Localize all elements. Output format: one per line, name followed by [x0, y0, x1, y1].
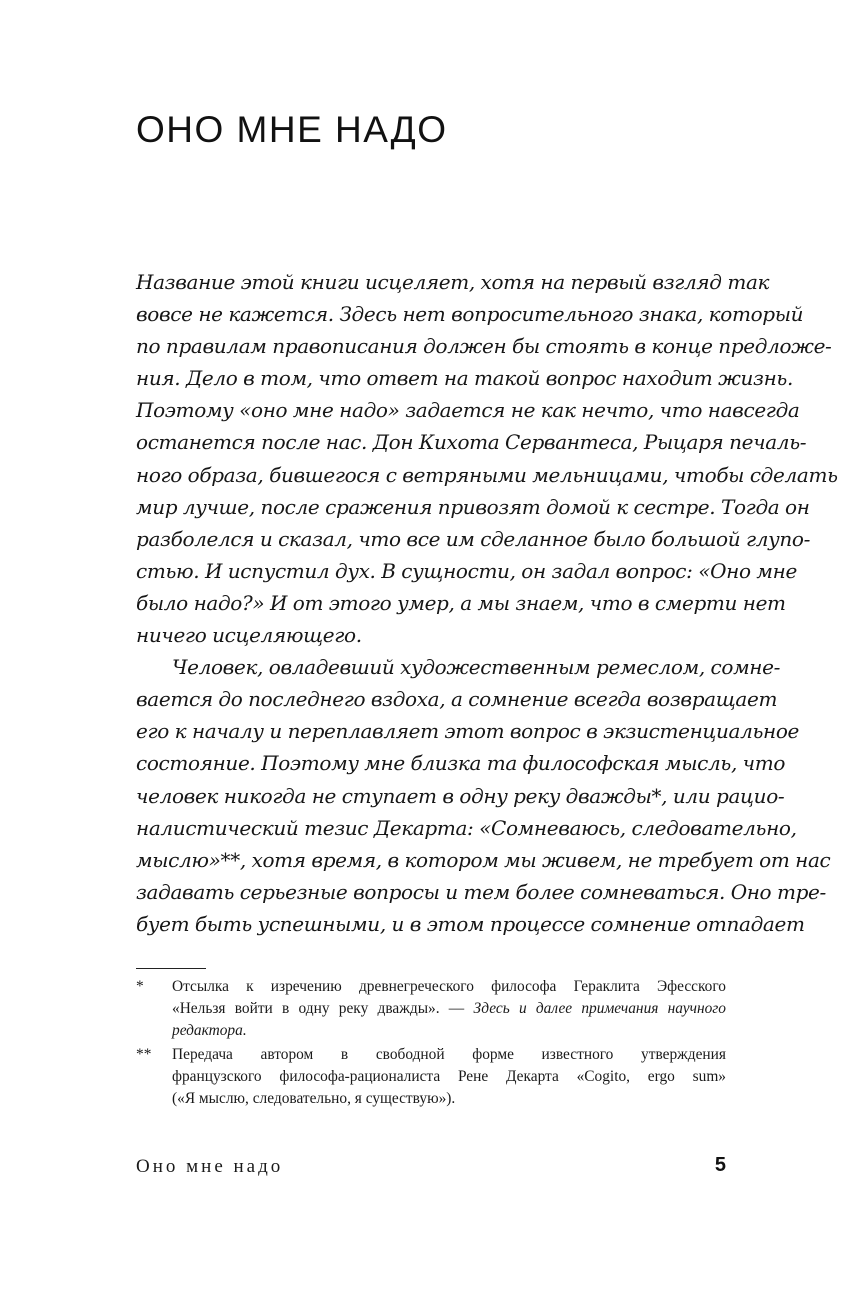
footnote-marker: *	[136, 978, 144, 995]
text-line: ничего исцеляющего.	[136, 623, 362, 648]
text-line: вовсе не кажется. Здесь нет вопросительного знака, который	[136, 302, 804, 327]
running-head: Оно мне надо	[136, 1156, 284, 1177]
editor-note: Здесь и далее примечания научного	[473, 1000, 726, 1017]
footnote-text: «Нельзя войти в одну реку дважды». —	[172, 1000, 465, 1017]
text-line: ния. Дело в том, что ответ на такой вопрос находит жизнь.	[136, 366, 793, 391]
text-line: мыслю»**, хотя время, в котором мы живем, не требует от нас	[136, 847, 831, 872]
text-line: ного образа, бившегося с ветряными мельницами, чтобы сделать	[136, 462, 838, 487]
footnote-line: Передача автором в свободной форме известного утверждения	[172, 1046, 726, 1063]
text-line: Человек, овладевший художественным ремеслом, сомне-	[172, 655, 781, 680]
page-number: 5	[714, 1154, 726, 1176]
footnote-marker: **	[136, 1046, 152, 1063]
text-line: стью. И испустил дух. В сущности, он задал вопрос: «Оно мне	[136, 558, 797, 583]
text-line: человек никогда не ступает в одну реку дважды*, или рацио-	[136, 783, 785, 808]
footnote	[136, 1044, 726, 1110]
text-line: по правилам правописания должен бы стоять в конце предложе-	[136, 334, 832, 359]
text-line: Поэтому «оно мне надо» задается не как нечто, что навсегда	[136, 398, 800, 423]
text-line: задавать серьезные вопросы и тем более сомневаться. Оно тре-	[136, 879, 826, 904]
text-line: Название этой книги исцеляет, хотя на первый взгляд так	[136, 270, 770, 294]
footnotes	[136, 976, 726, 1112]
text-line: налистический тезис Декарта: «Сомневаюсь, следовательно,	[136, 815, 797, 840]
text-line: разболелся и сказал, что все им сделанное было большой глупо-	[136, 526, 810, 551]
text-line: вается до последнего вздоха, а сомнение всегда возвращает	[136, 687, 778, 712]
footnote-line: Отсылка к изречению древнегреческого философа Гераклита Эфесского	[172, 978, 726, 995]
text-line: было надо?» И от этого умер, а мы знаем, что в смерти нет	[136, 590, 786, 615]
footnote-line: («Я мыслю, следовательно, я существую»).	[172, 1090, 456, 1107]
footnote	[136, 976, 726, 1042]
footnote-line	[172, 998, 726, 1020]
footnote-divider	[136, 968, 206, 969]
text-line: состояние. Поэтому мне близка та философская мысль, что	[136, 751, 786, 776]
text-line: останется после нас. Дон Кихота Сервантеса, Рыцаря печаль-	[136, 430, 807, 455]
text-line: его к началу и переплавляет этот вопрос в экзистенциальное	[136, 719, 800, 744]
text-line: бует быть успешными, и в этом процессе сомнение отпадает	[136, 911, 805, 936]
text-line: мир лучше, после сражения привозят домой к сестре. Тогда он	[136, 494, 810, 519]
footnote-line: французского философа-рационалиста Рене Декарта «Cogito, ergo sum»	[172, 1068, 726, 1085]
editor-note: редактора.	[172, 1022, 247, 1039]
chapter-title: ОНО МНЕ НАДО	[136, 109, 448, 150]
body-text	[136, 266, 838, 940]
